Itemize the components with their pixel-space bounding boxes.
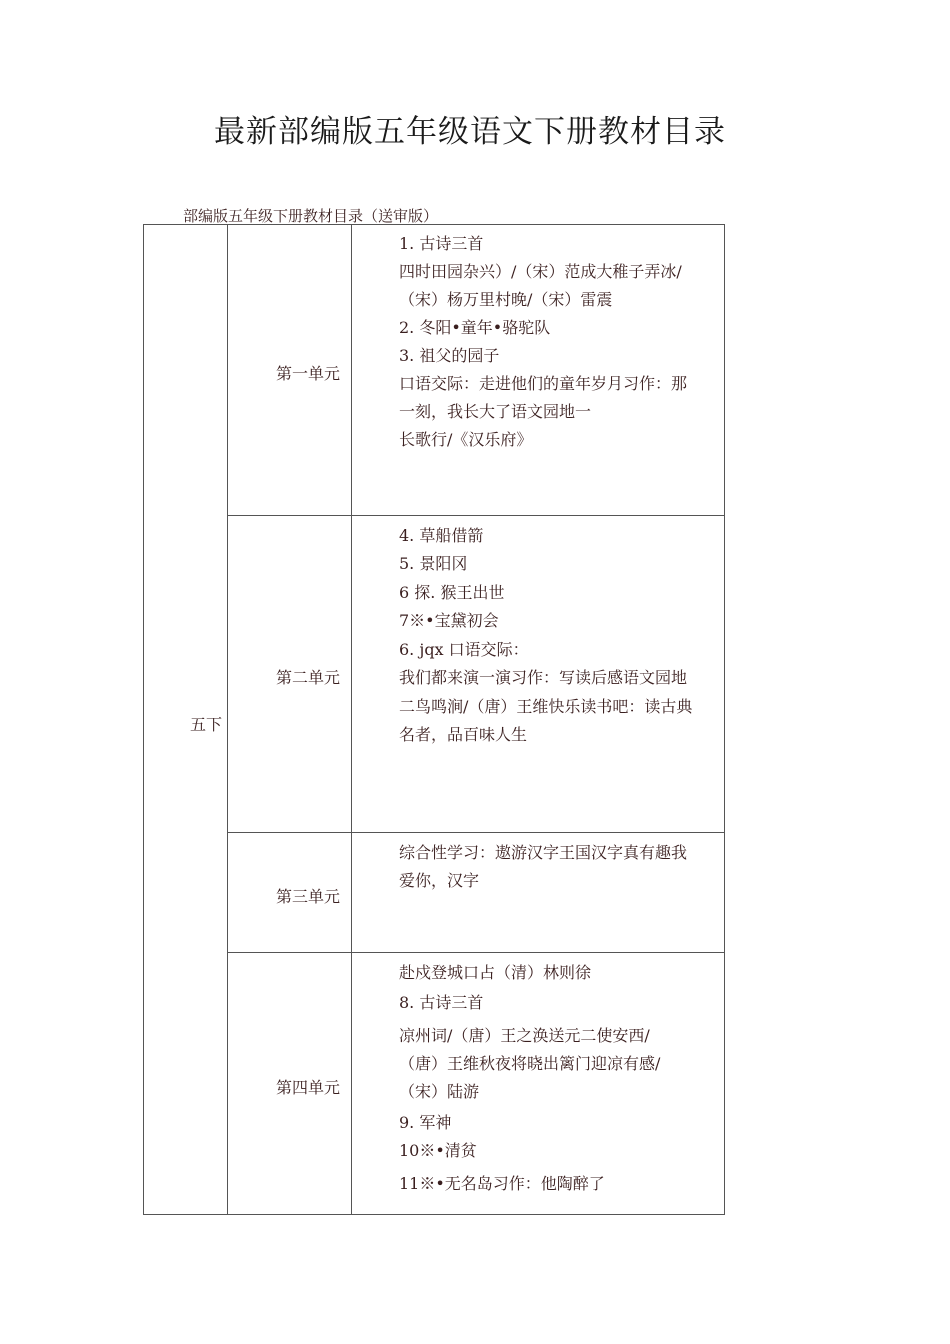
content-line: 3. 祖父的园子 [399, 346, 500, 365]
content-line: 11※•无名岛习作：他陶醉了 [399, 1174, 605, 1193]
unit-label-1: 第一单元 [276, 364, 341, 383]
unit-label-3: 第三单元 [276, 887, 341, 906]
content-line: 口语交际：走进他们的童年岁月习作：那 [399, 374, 688, 393]
content-line: 我们都来演一演习作：写读后感语文园地 [399, 668, 688, 687]
unit-label-2: 第二单元 [276, 668, 341, 687]
content-line: 6 探. 猴王出世 [399, 583, 505, 602]
content-line: 综合性学习：遨游汉字王国汉字真有趣我 [399, 843, 688, 862]
content-line: 7※•宝黛初会 [399, 611, 499, 630]
grade-label: 五下 [190, 715, 223, 734]
page-title: 最新部编版五年级语文下册教材目录 [214, 114, 726, 150]
content-line: （唐）王维秋夜将晓出篱门迎凉有感/ [399, 1054, 661, 1073]
content-line: （宋）陆游 [399, 1082, 480, 1101]
content-line: 一刻，我长大了语文园地一 [399, 402, 592, 421]
content-line: 4. 草船借箭 [399, 526, 484, 545]
table-caption: 部编版五年级下册教材目录（送审版） [183, 207, 439, 225]
content-line: 1. 古诗三首 [399, 234, 484, 253]
content-line: 名者，品百味人生 [399, 725, 528, 744]
content-line: （宋）杨万里村晚/（宋）雷震 [399, 290, 613, 309]
unit-label-4: 第四单元 [276, 1078, 341, 1097]
content-line: 9. 军神 [399, 1113, 452, 1132]
content-line: 赴戍登城口占（清）林则徐 [399, 963, 592, 982]
content-line: 长歌行/《汉乐府》 [399, 430, 533, 449]
content-line: 10※•清贫 [399, 1141, 477, 1160]
content-line: 5. 景阳冈 [399, 554, 468, 573]
content-line: 爱你，汉字 [399, 871, 480, 890]
content-line: 2. 冬阳•童年•骆驼队 [399, 318, 551, 337]
content-line: 6. jqx 口语交际： [399, 640, 529, 659]
content-line: 凉州词/（唐）王之涣送元二使安西/ [399, 1026, 650, 1045]
content-line: 二鸟鸣涧/（唐）王维快乐读书吧：读古典 [399, 697, 693, 716]
content-line: 四时田园杂兴）/（宋）范成大稚子弄冰/ [399, 262, 682, 281]
content-line: 8. 古诗三首 [399, 993, 484, 1012]
